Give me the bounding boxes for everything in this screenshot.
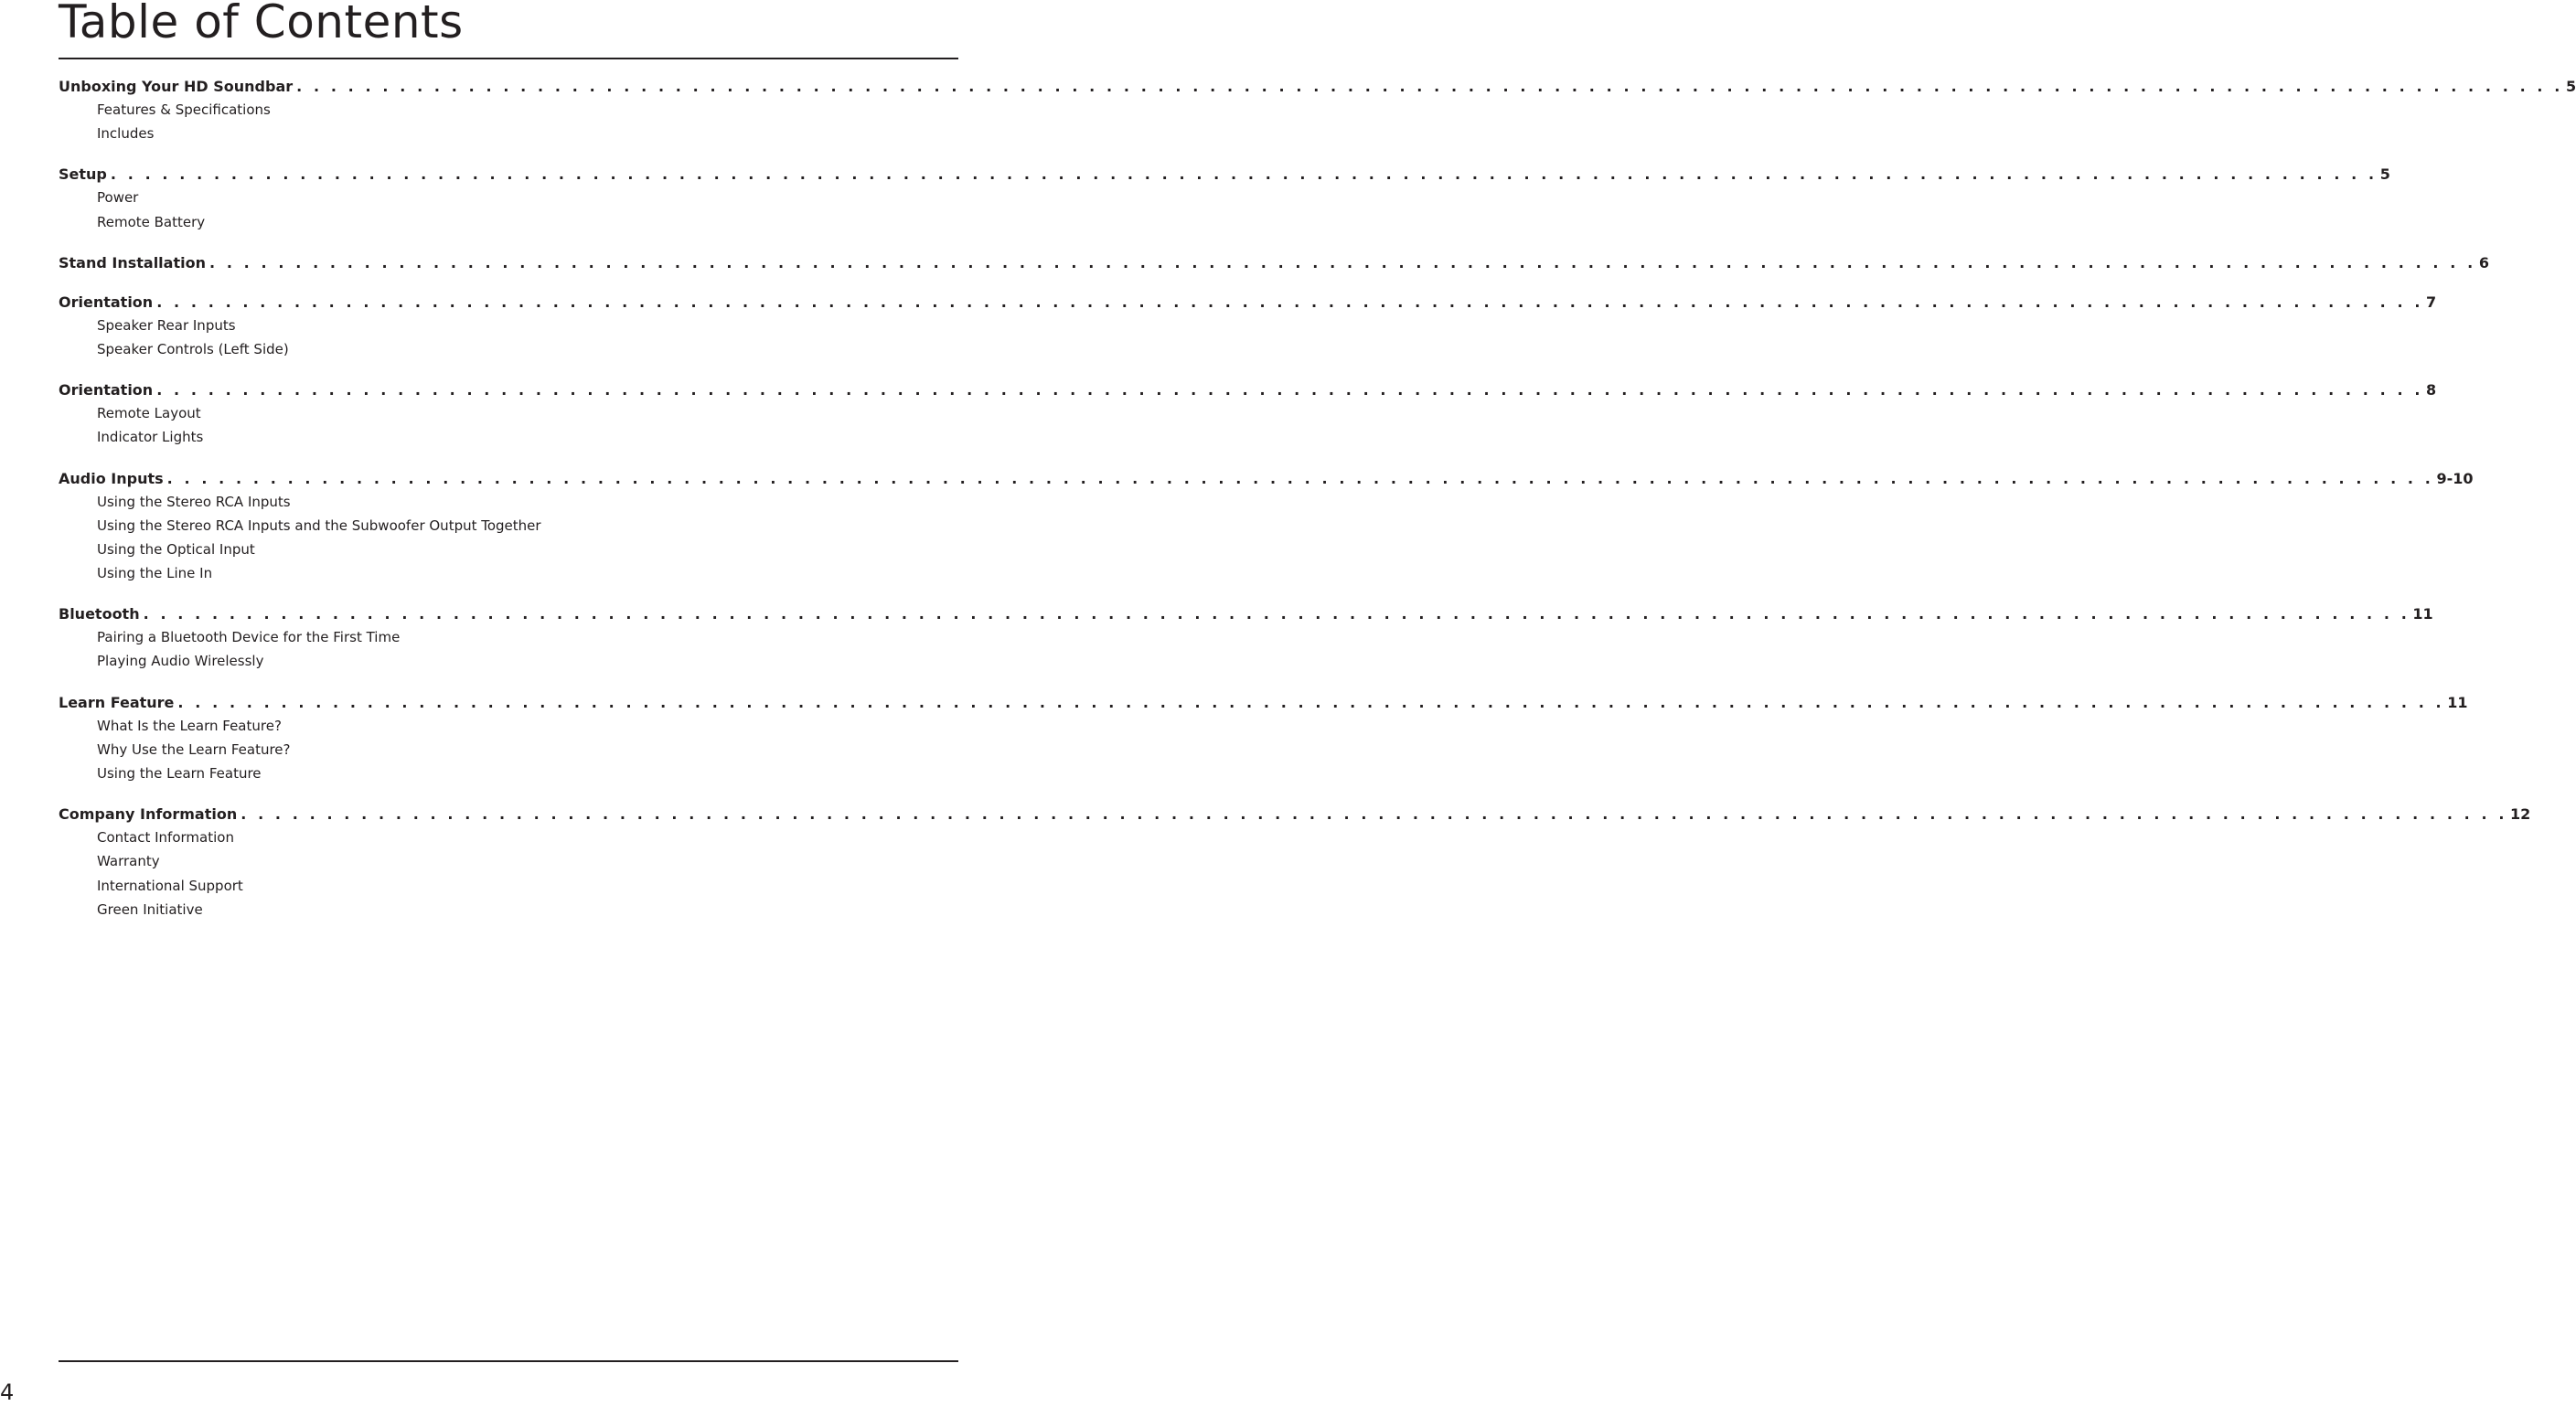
toc-entry-title: Setup xyxy=(59,165,107,184)
dot-leader: . . . . . . . . . . . . . . . . . . . . . . . . . . . . . . . . . . . . . . . . . . . . . . . . . . . . . . . . . . . . . . . . . . . . . . . . . . . . . . . . . . . . . . . . . . . . . . . . . . . . . . . . . . . . . . . . . . . . . . . . . . . . . . . . . . . . xyxy=(208,253,2476,272)
toc-entry-page: 6 xyxy=(2478,253,2489,272)
toc-entry-page: 12 xyxy=(2510,805,2531,824)
toc-entry-title: Unboxing Your HD Soundbar xyxy=(59,78,294,95)
toc-section xyxy=(59,77,2576,145)
title-divider xyxy=(59,58,958,59)
toc-subitem[interactable]: Speaker Rear Inputs xyxy=(97,316,236,334)
dot-leader: . . . . . . . . . . . . . . . . . . . . . . . . . . . . . . . . . . . . . . . . . . . . . . . . . . . . . . . . . . . . . . . . . . . . . . . . . . . . . . . . . . . . . . . . . . . . . . . . . . . . . . . . . . . . . . . . . . . . . . . . . . . . . . . . . . . . xyxy=(296,78,2563,95)
toc-subitem[interactable]: Using the Line In xyxy=(97,565,213,582)
footer-divider xyxy=(59,1360,958,1362)
toc-subitems xyxy=(59,624,958,673)
toc-subitem[interactable]: Using the Stereo RCA Inputs and the Subwoofer Output Together xyxy=(97,517,541,534)
toc-entry[interactable] xyxy=(59,693,2468,713)
toc-entry[interactable] xyxy=(59,293,2437,313)
toc-entry[interactable] xyxy=(59,804,2531,825)
dot-leader: . . . . . . . . . . . . . . . . . . . . . . . . . . . . . . . . . . . . . . . . . . . . . . . . . . . . . . . . . . . . . . . . . . . . . . . . . . . . . . . . . . . . . . . . . . . . . . . . . . . . . . . . . . . . . . . . . . . . . . . . . . . . . . . . . . . . xyxy=(166,469,2434,487)
toc-subitems xyxy=(59,185,958,233)
toc-subitems xyxy=(59,400,958,449)
toc-section xyxy=(59,165,2390,233)
dot-leader: . . . . . . . . . . . . . . . . . . . . . . . . . . . . . . . . . . . . . . . . . . . . . . . . . . . . . . . . . . . . . . . . . . . . . . . . . . . . . . . . . . . . . . . . . . . . . . . . . . . . . . . . . . . . . . . . . . . . . . . . . . . . . . . . . . . . xyxy=(156,381,2424,399)
dot-leader: . . . . . . . . . . . . . . . . . . . . . . . . . . . . . . . . . . . . . . . . . . . . . . . . . . . . . . . . . . . . . . . . . . . . . . . . . . . . . . . . . . . . . . . . . . . . . . . . . . . . . . . . . . . . . . . . . . . . . . . . . . . . . . . . . . . . xyxy=(110,165,2378,184)
toc-subitem[interactable]: Remote Battery xyxy=(97,213,206,230)
toc-entry-page: 11 xyxy=(2447,693,2468,711)
toc-subitems xyxy=(59,313,958,361)
toc-subitem[interactable]: Speaker Controls (Left Side) xyxy=(97,340,289,357)
toc-section xyxy=(59,804,2531,921)
toc-subitem[interactable]: Using the Stereo RCA Inputs xyxy=(97,493,291,510)
toc-entry[interactable] xyxy=(59,253,2489,273)
page-number: 4 xyxy=(0,1379,15,1405)
toc-subitem[interactable]: Features & Specifications xyxy=(97,101,271,118)
toc-subitem[interactable]: Power xyxy=(97,189,139,207)
toc-subitem[interactable]: What Is the Learn Feature? xyxy=(97,717,282,734)
toc-subitems xyxy=(59,825,958,921)
toc-subitem[interactable]: Warranty xyxy=(97,853,160,870)
dot-leader: . . . . . . . . . . . . . . . . . . . . . . . . . . . . . . . . . . . . . . . . . . . . . . . . . . . . . . . . . . . . . . . . . . . . . . . . . . . . . . . . . . . . . . . . . . . . . . . . . . . . . . . . . . . . . . . . . . . . . . . . . . . . . . . . . . . . xyxy=(156,293,2424,311)
toc-subitem[interactable]: Pairing a Bluetooth Device for the First Time xyxy=(97,629,401,646)
toc-entry[interactable] xyxy=(59,380,2437,400)
toc-section xyxy=(59,604,2433,673)
toc-subitems xyxy=(59,713,958,786)
toc-section xyxy=(59,469,2474,586)
toc-entry[interactable] xyxy=(59,469,2474,489)
dot-leader: . . . . . . . . . . . . . . . . . . . . . . . . . . . . . . . . . . . . . . . . . . . . . . . . . . . . . . . . . . . . . . . . . . . . . . . . . . . . . . . . . . . . . . . . . . . . . . . . . . . . . . . . . . . . . . . . . . . . . . . . . . . . . . . . . . . . xyxy=(143,605,2410,623)
toc-subitems xyxy=(59,97,958,145)
toc-entry-page: 7 xyxy=(2426,293,2437,311)
toc-subitem[interactable]: International Support xyxy=(97,877,243,894)
toc-subitem[interactable]: Using the Optical Input xyxy=(97,540,255,558)
toc-section xyxy=(59,293,2437,361)
toc-entry[interactable] xyxy=(59,604,2433,624)
toc-subitem[interactable]: Using the Learn Feature xyxy=(97,765,262,782)
toc-entry-title: Bluetooth xyxy=(59,605,140,623)
toc-entry-title: Company Information xyxy=(59,805,238,824)
toc-entry-page: 8 xyxy=(2426,381,2437,399)
toc-subitem[interactable]: Playing Audio Wirelessly xyxy=(97,653,264,670)
toc-subitem[interactable]: Includes xyxy=(97,125,155,143)
toc-section xyxy=(59,253,2489,273)
toc-entry-page: 5 xyxy=(2565,78,2576,95)
toc-entry-title: Audio Inputs xyxy=(59,469,164,487)
toc-section xyxy=(59,693,2468,786)
toc-entry-title: Learn Feature xyxy=(59,693,175,711)
toc-subitem[interactable]: Green Initiative xyxy=(97,900,203,918)
page-title: Table of Contents xyxy=(59,0,464,48)
toc-subitem[interactable]: Remote Layout xyxy=(97,405,201,422)
toc-entry[interactable] xyxy=(59,165,2390,185)
toc-entry-page: 9-10 xyxy=(2436,469,2474,487)
dot-leader: . . . . . . . . . . . . . . . . . . . . . . . . . . . . . . . . . . . . . . . . . . . . . . . . . . . . . . . . . . . . . . . . . . . . . . . . . . . . . . . . . . . . . . . . . . . . . . . . . . . . . . . . . . . . . . . . . . . . . . . . . . . . . . . . . . . . xyxy=(240,805,2508,824)
toc-entry-title: Orientation xyxy=(59,293,154,311)
dot-leader: . . . . . . . . . . . . . . . . . . . . . . . . . . . . . . . . . . . . . . . . . . . . . . . . . . . . . . . . . . . . . . . . . . . . . . . . . . . . . . . . . . . . . . . . . . . . . . . . . . . . . . . . . . . . . . . . . . . . . . . . . . . . . . . . . . . . xyxy=(177,693,2445,711)
toc-entry-page: 5 xyxy=(2379,165,2390,184)
toc-subitem[interactable]: Indicator Lights xyxy=(97,429,204,446)
toc-entry-page: 11 xyxy=(2412,605,2433,623)
table-of-contents xyxy=(59,77,2576,941)
toc-subitems xyxy=(59,489,958,586)
toc-section xyxy=(59,380,2437,449)
toc-entry[interactable] xyxy=(59,77,2576,97)
toc-entry-title: Orientation xyxy=(59,381,154,399)
toc-subitem[interactable]: Contact Information xyxy=(97,829,234,847)
toc-entry-title: Stand Installation xyxy=(59,253,206,272)
toc-subitem[interactable]: Why Use the Learn Feature? xyxy=(97,740,291,758)
